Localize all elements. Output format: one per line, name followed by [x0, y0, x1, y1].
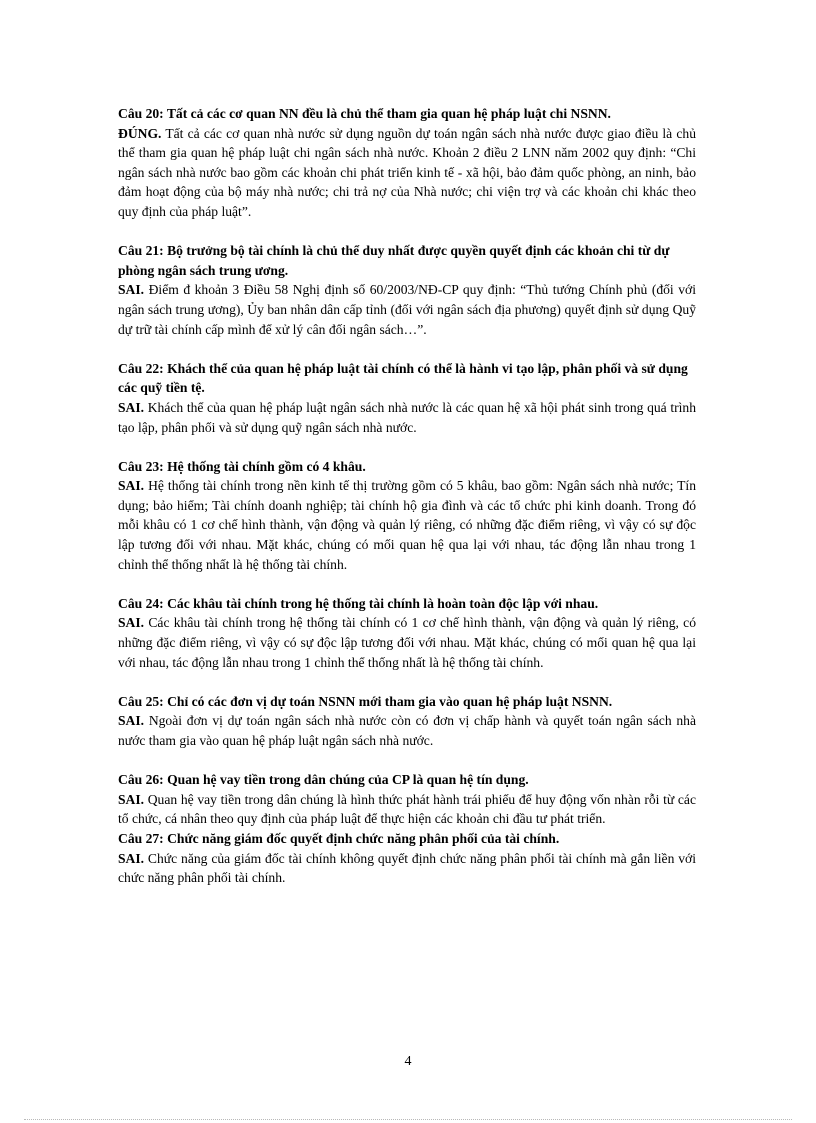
qa-item-26	[118, 770, 696, 829]
verdict-25: SAI.	[118, 713, 145, 729]
verdict-22: SAI.	[118, 399, 145, 415]
qa-item-25	[118, 692, 696, 751]
qa-item-27	[118, 829, 696, 888]
answer-text-22: Khách thể của quan hệ pháp luật ngân sách nhà nước là các quan hệ xã hội phát sinh trong quá trình tạo lập, phân phối và sử dụng quỹ ngân sách nhà nước.	[118, 399, 696, 435]
question-26: Câu 26: Quan hệ vay tiền trong dân chúng của CP là quan hệ tín dụng.	[118, 772, 529, 788]
answer-text-23: Hệ thống tài chính trong nền kinh tế thị trường gồm có 5 khâu, bao gồm: Ngân sách nhà nước; Tín dụng; bảo hiểm; Tài chính doanh nghiệp; tài chính hộ gia đình và các tổ chức phi kinh doanh. Trong đó mỗi khâu có 1 cơ chế hình thành, vận động và quản lý riêng, có những đặc điểm riêng, vì vậy có sự độc lập tương đối với nhau. Mặt khác, chúng có mối quan hệ qua lại với nhau, tác động lẫn nhau trong 1 chỉnh thể thống nhất là hệ thống tài chính.	[118, 478, 696, 572]
verdict-24: SAI.	[118, 615, 145, 631]
answer-text-24: Các khâu tài chính trong hệ thống tài chính có 1 cơ chế hình thành, vận động và quản lý riêng, có những đặc điểm riêng, vì vậy có sự độc lập tương đối với nhau. Mặt khác, chúng có mối quan hệ qua lại với nhau, tác động lẫn nhau trong 1 chỉnh thể thống nhất là hệ thống tài chính.	[118, 615, 696, 670]
qa-item-21	[118, 241, 696, 339]
qa-item-22	[118, 359, 696, 437]
answer-23	[118, 476, 696, 574]
answer-text-21: Điểm đ khoản 3 Điều 58 Nghị định số 60/2003/NĐ-CP quy định: “Thủ tướng Chính phủ (đối với ngân sách trung ương), Ủy ban nhân dân cấp tỉnh (đối với ngân sách địa phương) quyết định sử dụng Quỹ dự trữ tài chính cấp mình để xử lý cân đối ngân sách…”.	[118, 282, 696, 337]
question-23: Câu 23: Hệ thống tài chính gồm có 4 khâu.	[118, 458, 366, 474]
question-21: Câu 21: Bộ trưởng bộ tài chính là chủ thể duy nhất được quyền quyết định các khoản chi từ dự phòng ngân sách trung ương.	[118, 243, 670, 278]
answer-24	[118, 613, 696, 672]
qa-item-24	[118, 594, 696, 672]
answer-22	[118, 398, 696, 437]
verdict-20: ĐÚNG.	[118, 125, 162, 141]
document-body	[118, 104, 696, 888]
verdict-21: SAI.	[118, 282, 145, 298]
answer-text-27: Chức năng của giám đốc tài chính không quyết định chức năng phân phối tài chính mà gắn liền với chức năng phân phối tài chính.	[118, 850, 696, 886]
verdict-27: SAI.	[118, 850, 145, 866]
question-24: Câu 24: Các khâu tài chính trong hệ thống tài chính là hoàn toàn độc lập với nhau.	[118, 595, 599, 611]
answer-25	[118, 711, 696, 750]
answer-text-25: Ngoài đơn vị dự toán ngân sách nhà nước còn có đơn vị chấp hành và quyết toán ngân sách nhà nước tham gia vào quan hệ pháp luật ngân sách nhà nước.	[118, 713, 696, 748]
question-20: Câu 20: Tất cả các cơ quan NN đều là chủ thể tham gia quan hệ pháp luật chi NSNN.	[118, 106, 611, 121]
answer-20	[118, 124, 696, 222]
page-bottom-divider	[24, 1119, 792, 1120]
qa-item-20	[118, 104, 696, 222]
answer-21	[118, 280, 696, 339]
verdict-23: SAI.	[118, 478, 145, 494]
answer-text-20: Tất cả các cơ quan nhà nước sử dụng nguồn dự toán ngân sách nhà nước được giao điều là chủ thể tham gia quan hệ pháp luật chi ngân sách nhà nước. Khoản 2 điều 2 LNN năm 2002 quy định: “Chi ngân sách nhà nước bao gồm các khoản chi phát triển kinh tế - xã hội, bảo đảm quốc phòng, an ninh, bảo đảm hoạt động của bộ máy nhà nước; chi trả nợ của Nhà nước; chi viện trợ và các khoản chi khác theo quy định của pháp luật”.	[118, 125, 696, 219]
question-25: Câu 25: Chỉ có các đơn vị dự toán NSNN mới tham gia vào quan hệ pháp luật NSNN.	[118, 693, 613, 709]
qa-item-23	[118, 457, 696, 575]
answer-text-26: Quan hệ vay tiền trong dân chúng là hình thức phát hành trái phiếu để huy động vốn nhàn rỗi từ các tổ chức, cá nhân theo quy định của pháp luật để thực hiện các khoản chi đầu tư phát triển.	[118, 791, 696, 827]
question-22: Câu 22: Khách thể của quan hệ pháp luật tài chính có thể là hành vi tạo lập, phân phối và sử dụng các quỹ tiền tệ.	[118, 360, 688, 396]
question-27: Câu 27: Chức năng giám đốc quyết định chức năng phân phối của tài chính.	[118, 830, 560, 846]
page-number: 4	[404, 1054, 412, 1069]
answer-26	[118, 790, 696, 829]
verdict-26: SAI.	[118, 791, 145, 807]
answer-27	[118, 849, 696, 888]
